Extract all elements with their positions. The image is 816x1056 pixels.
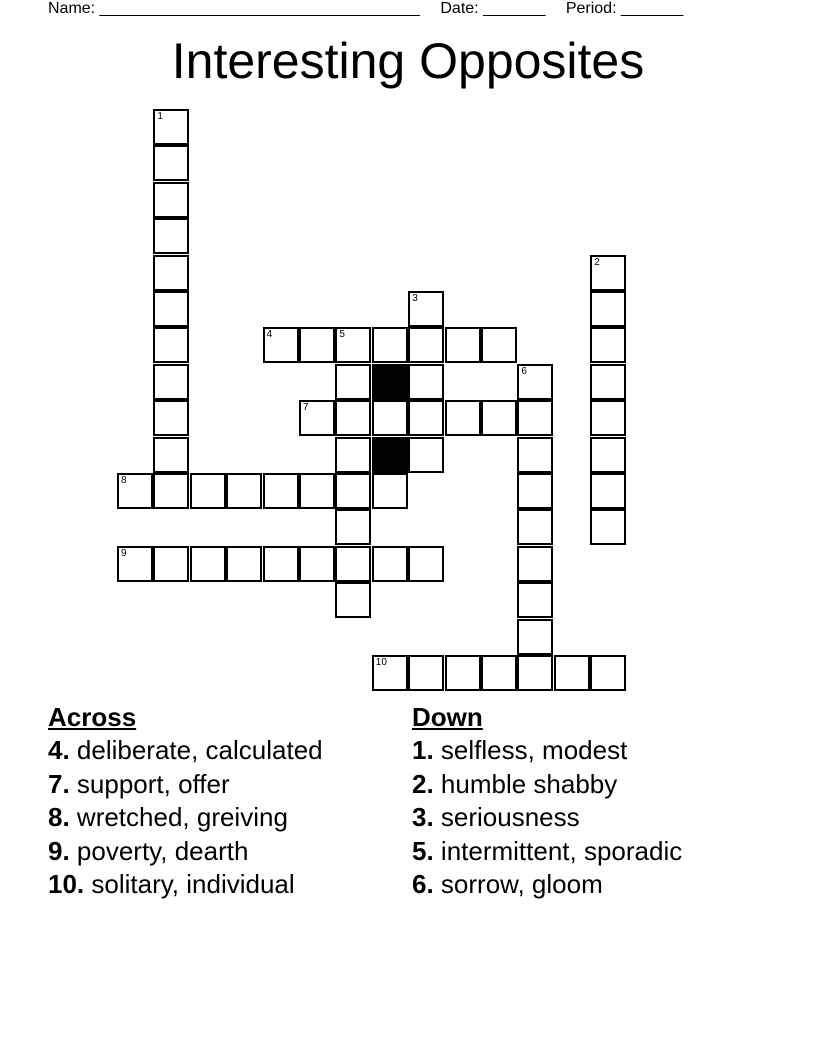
grid-cell[interactable]: [517, 400, 553, 436]
grid-cell[interactable]: [590, 400, 626, 436]
down-heading: Down: [412, 702, 483, 732]
clue-across: 8. wretched, greiving: [48, 802, 288, 832]
grid-cell[interactable]: [153, 182, 189, 218]
grid-cell[interactable]: [590, 437, 626, 473]
clue-down: 1. selfless, modest: [412, 735, 628, 765]
grid-cell[interactable]: [372, 546, 408, 582]
grid-cell[interactable]: [190, 473, 226, 509]
grid-cell[interactable]: [190, 546, 226, 582]
grid-cell[interactable]: [517, 655, 553, 691]
clue-across: 4. deliberate, calculated: [48, 735, 323, 765]
grid-cell[interactable]: [445, 327, 481, 363]
clue-number: 8: [121, 475, 127, 486]
grid-cell[interactable]: [335, 400, 371, 436]
grid-cell[interactable]: [335, 546, 371, 582]
clue-across: 7. support, offer: [48, 768, 230, 799]
grid-cell[interactable]: [153, 218, 189, 254]
clue-down: 2. humble shabby: [412, 768, 618, 799]
grid-cell[interactable]: [153, 255, 189, 291]
grid-cell[interactable]: [554, 655, 590, 691]
clue-number: 5: [339, 329, 345, 341]
grid-cell[interactable]: [335, 582, 371, 618]
grid-cell[interactable]: [153, 364, 189, 400]
grid-cell[interactable]: [517, 546, 553, 582]
grid-cell[interactable]: [263, 327, 299, 363]
grid-cell[interactable]: [335, 437, 371, 473]
across-heading: Across: [48, 702, 137, 732]
grid-cell[interactable]: [226, 546, 262, 582]
grid-cell[interactable]: [408, 546, 444, 582]
grid-cell[interactable]: [372, 473, 408, 509]
grid-cell[interactable]: [481, 655, 517, 691]
grid-cell[interactable]: [481, 400, 517, 436]
grid-cell[interactable]: [117, 473, 153, 509]
grid-cell[interactable]: [590, 291, 626, 327]
grid-cell[interactable]: [590, 364, 626, 400]
grid-cell[interactable]: [372, 400, 408, 436]
grid-cell[interactable]: [263, 546, 299, 582]
grid-cell[interactable]: [517, 619, 553, 655]
grid-cell[interactable]: [372, 655, 408, 691]
grid-cell[interactable]: [408, 291, 444, 327]
clue-across: 9. poverty, dearth: [48, 835, 249, 866]
grid-block: [372, 437, 408, 473]
grid-cell[interactable]: [445, 400, 481, 436]
grid-block: [372, 364, 408, 400]
grid-cell[interactable]: [590, 255, 626, 291]
grid-cell[interactable]: [153, 546, 189, 582]
clue-across: 10. solitary, individual: [48, 869, 295, 899]
grid-cell[interactable]: [408, 400, 444, 436]
period-field[interactable]: Period: _______: [565, 0, 684, 17]
grid-cell[interactable]: [335, 509, 371, 545]
grid-cell[interactable]: [372, 327, 408, 363]
clue-number: 10: [375, 657, 387, 668]
grid-cell[interactable]: [445, 655, 481, 691]
grid-cell[interactable]: [517, 582, 553, 618]
grid-cell[interactable]: [117, 546, 153, 582]
clue-number: 1: [157, 111, 163, 122]
grid-cell[interactable]: [481, 327, 517, 363]
grid-cell[interactable]: [335, 473, 371, 509]
grid-cell[interactable]: [590, 509, 626, 545]
clue-number: 6: [521, 365, 527, 377]
grid-cell[interactable]: [153, 145, 189, 181]
grid-cell[interactable]: [153, 437, 189, 473]
clue-down: 6. sorrow, gloom: [412, 869, 603, 899]
across-clues: [48, 700, 323, 902]
grid-cell[interactable]: [299, 546, 335, 582]
grid-cell[interactable]: [299, 400, 335, 436]
clue-number: 2: [594, 256, 600, 268]
grid-cell[interactable]: [153, 400, 189, 436]
clue-down: 3. seriousness: [412, 802, 580, 832]
grid-cell[interactable]: [335, 327, 371, 363]
grid-cell[interactable]: [408, 437, 444, 473]
down-clues: [412, 700, 682, 902]
grid-cell[interactable]: [517, 364, 553, 400]
grid-cell[interactable]: [517, 509, 553, 545]
grid-cell[interactable]: [517, 437, 553, 473]
grid-cell[interactable]: [153, 473, 189, 509]
date-field[interactable]: Date: _______: [440, 0, 546, 17]
name-field[interactable]: Name: ____________________________________: [48, 0, 420, 17]
clue-number: 3: [412, 293, 418, 304]
grid-cell[interactable]: [263, 473, 299, 509]
clue-number: 7: [303, 402, 309, 414]
grid-cell[interactable]: [590, 655, 626, 691]
grid-cell[interactable]: [153, 291, 189, 327]
grid-cell[interactable]: [299, 327, 335, 363]
page-title: Interesting Opposites: [171, 33, 645, 89]
grid-cell[interactable]: [408, 327, 444, 363]
clue-number: 4: [266, 329, 273, 341]
grid-cell[interactable]: [153, 109, 189, 145]
grid-cell[interactable]: [408, 655, 444, 691]
grid-cell[interactable]: [590, 473, 626, 509]
grid-cell[interactable]: [517, 473, 553, 509]
grid-cell[interactable]: [153, 327, 189, 363]
grid-cell[interactable]: [299, 473, 335, 509]
grid-cell[interactable]: [335, 364, 371, 400]
clue-down: 5. intermittent, sporadic: [412, 835, 683, 866]
clue-number: 9: [121, 547, 127, 559]
grid-cell[interactable]: [226, 473, 262, 509]
grid-cell[interactable]: [590, 327, 626, 363]
grid-cell[interactable]: [408, 364, 444, 400]
